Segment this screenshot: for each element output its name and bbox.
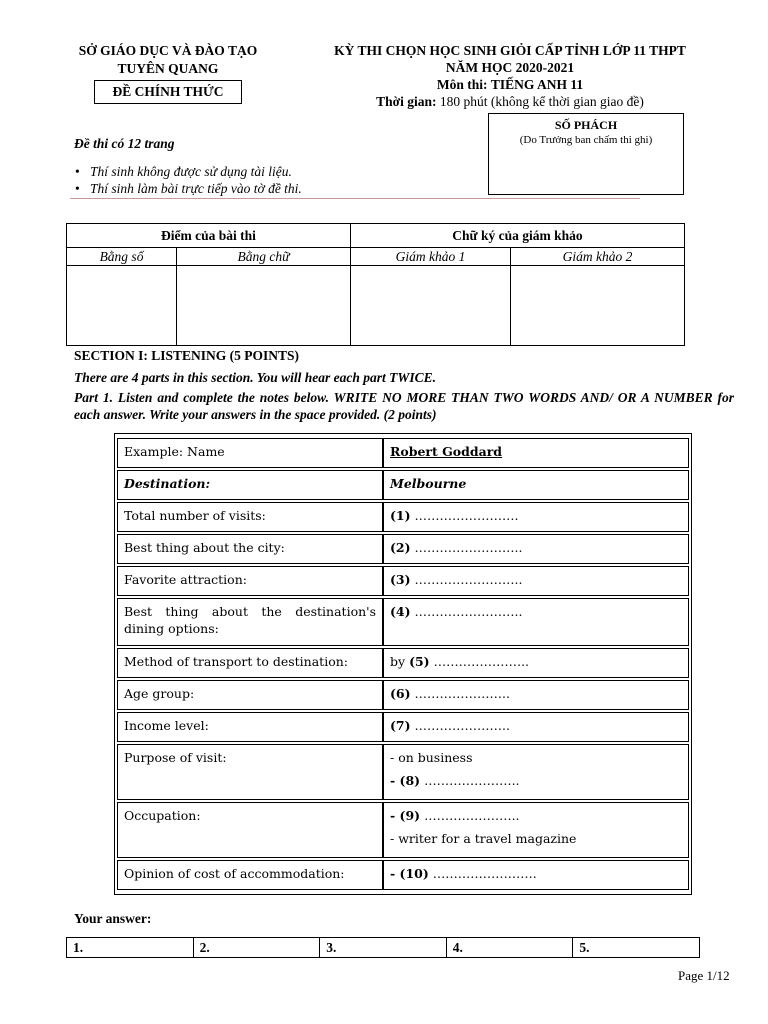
note-row bbox=[117, 598, 689, 646]
examiner1-header: Giám khảo 1 bbox=[351, 248, 511, 266]
answer-blank-7[interactable]: (7) ………………….. bbox=[383, 712, 689, 742]
example-answer: Robert Goddard bbox=[383, 438, 689, 468]
answer-blank-8[interactable]: - on business - (8) ………………….. bbox=[383, 744, 689, 800]
score-words-cell[interactable] bbox=[177, 266, 351, 346]
answer-blank-6[interactable]: (6) ………………….. bbox=[383, 680, 689, 710]
note-label: Total number of visits: bbox=[117, 502, 383, 532]
note-row bbox=[117, 744, 689, 800]
examiner1-signature-cell[interactable] bbox=[351, 266, 511, 346]
answer-cell-4[interactable]: 4. bbox=[446, 938, 573, 958]
department-name: SỞ GIÁO DỤC VÀ ĐÀO TẠO bbox=[78, 43, 258, 58]
section-note: There are 4 parts in this section. You will hear each part TWICE. bbox=[74, 370, 437, 385]
destination-answer: Melbourne bbox=[383, 470, 689, 500]
your-answer-label: Your answer: bbox=[74, 911, 152, 926]
signature-header: Chữ ký của giám khảo bbox=[351, 224, 685, 248]
note-label: Method of transport to destination: bbox=[117, 648, 383, 678]
answer-blank-9[interactable]: - (9) ………………….. - writer for a travel magazine bbox=[383, 802, 689, 858]
listening-notes-table bbox=[114, 433, 692, 895]
rule-item: • Thí sinh làm bài trực tiếp vào tờ đề thi. bbox=[74, 180, 302, 197]
note-label: Best thing about the destination's dining options: bbox=[117, 598, 383, 646]
note-row bbox=[117, 566, 689, 596]
answer-blank-4[interactable]: (4) …………………….. bbox=[383, 598, 689, 646]
score-words-header: Bằng chữ bbox=[177, 248, 351, 266]
answer-blank-1[interactable]: (1) ……………………. bbox=[383, 502, 689, 532]
answer-cell-3[interactable]: 3. bbox=[320, 938, 447, 958]
note-row bbox=[117, 860, 689, 890]
cost-label: Opinion of cost of accommodation: bbox=[117, 860, 383, 890]
answer-cell-2[interactable]: 2. bbox=[193, 938, 320, 958]
example-label: Example: Name bbox=[117, 438, 383, 468]
exam-title: KỲ THI CHỌN HỌC SINH GIỎI CẤP TỈNH LỚP 11 THPT bbox=[334, 43, 686, 58]
note-row bbox=[117, 648, 689, 678]
note-label: Age group: bbox=[117, 680, 383, 710]
answer-blank-2[interactable]: (2) …………………….. bbox=[383, 534, 689, 564]
answer-blank-10[interactable]: - (10) ……………………. bbox=[383, 860, 689, 890]
answer-table bbox=[66, 937, 700, 958]
note-row bbox=[117, 680, 689, 710]
subject-line bbox=[300, 76, 720, 93]
page-number: Page 1/12 bbox=[678, 968, 730, 983]
subject-label: Môn thi: bbox=[436, 77, 488, 92]
answer-cell-1[interactable]: 1. bbox=[67, 938, 194, 958]
examiner2-signature-cell[interactable] bbox=[511, 266, 685, 346]
school-year: NĂM HỌC 2020-2021 bbox=[445, 60, 575, 75]
note-row bbox=[117, 502, 689, 532]
destination-label: Destination: bbox=[117, 470, 383, 500]
sophach-box bbox=[488, 113, 684, 195]
note-row bbox=[117, 534, 689, 564]
occupation-line: - writer for a travel magazine bbox=[390, 831, 577, 846]
sophach-title: SỐ PHÁCH bbox=[554, 118, 618, 132]
exam-header bbox=[300, 42, 720, 110]
rule-item: • Thí sinh không được sử dụng tài liệu. bbox=[74, 163, 302, 180]
note-label: Best thing about the city: bbox=[117, 534, 383, 564]
department-header bbox=[48, 42, 288, 78]
divider bbox=[70, 198, 640, 199]
occupation-label: Occupation: bbox=[117, 802, 383, 858]
purpose-label: Purpose of visit: bbox=[117, 744, 383, 800]
score-number-header: Bằng số bbox=[67, 248, 177, 266]
score-number-cell[interactable] bbox=[67, 266, 177, 346]
sophach-subtitle: (Do Trưởng ban chấm thi ghi) bbox=[519, 134, 653, 146]
note-label: Income level: bbox=[117, 712, 383, 742]
answer-blank-3[interactable]: (3) …………………….. bbox=[383, 566, 689, 596]
rules-list bbox=[74, 163, 302, 197]
province-name: TUYÊN QUANG bbox=[117, 61, 219, 76]
part1-instructions: Part 1. Listen and complete the notes below. WRITE NO MORE THAN TWO WORDS AND/ OR A NUMBER for each answer. Write your answers in the space provided. (2 points) bbox=[74, 390, 734, 422]
page-count-note: Đề thi có 12 trang bbox=[74, 136, 175, 151]
time-line bbox=[300, 93, 720, 110]
answer-blank-5[interactable]: by (5) ………………….. bbox=[383, 648, 689, 678]
score-table bbox=[66, 223, 685, 346]
score-header: Điểm của bài thi bbox=[67, 224, 351, 248]
subject-value: TIẾNG ANH 11 bbox=[490, 77, 584, 92]
note-row bbox=[117, 802, 689, 858]
section-title: SECTION I: LISTENING (5 POINTS) bbox=[74, 348, 300, 363]
note-label: Favorite attraction: bbox=[117, 566, 383, 596]
examiner2-header: Giám khảo 2 bbox=[511, 248, 685, 266]
time-value: 180 phút (không kể thời gian giao đề) bbox=[439, 94, 644, 109]
official-exam-label: ĐỀ CHÍNH THỨC bbox=[94, 80, 242, 104]
note-row bbox=[117, 712, 689, 742]
purpose-line: - on business bbox=[390, 750, 473, 765]
time-label: Thời gian: bbox=[376, 94, 437, 109]
answer-cell-5[interactable]: 5. bbox=[573, 938, 700, 958]
